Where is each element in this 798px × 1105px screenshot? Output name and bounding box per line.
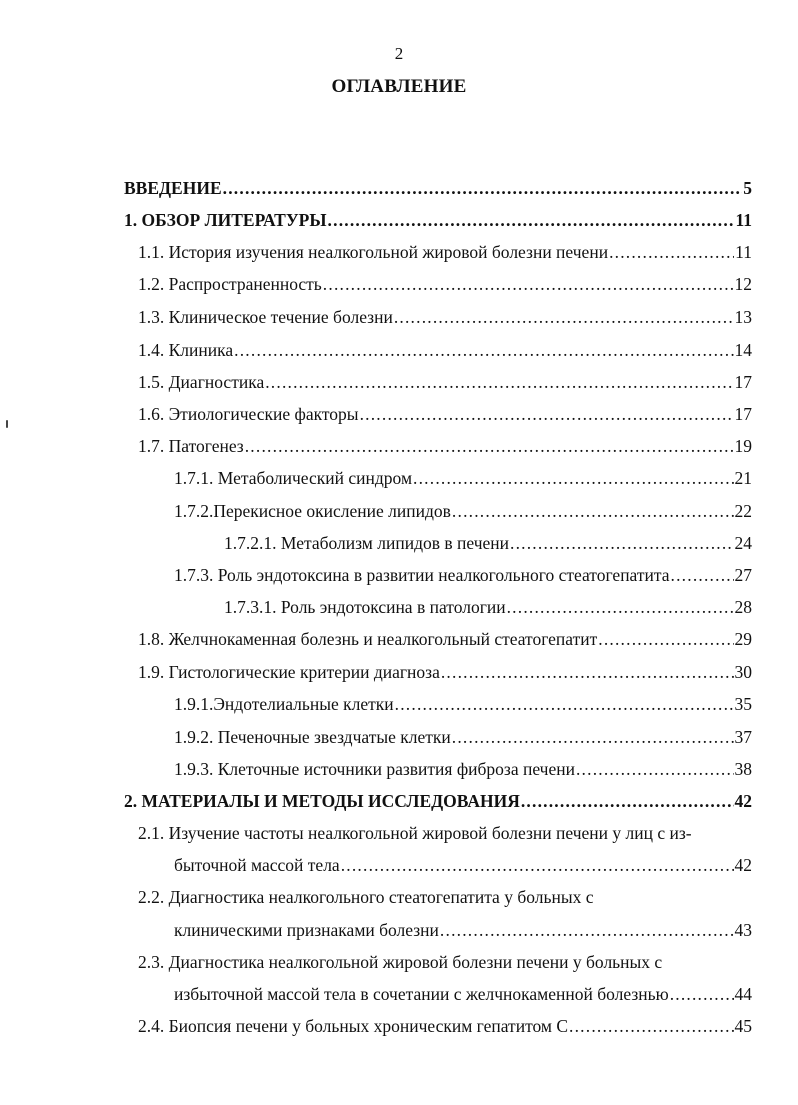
- toc-entry-page: 37: [734, 727, 752, 747]
- toc-entry-1-6[interactable]: [138, 402, 752, 426]
- toc-entry-page: 44: [734, 984, 752, 1004]
- toc-entry-page: 5: [743, 178, 752, 198]
- toc-entry-chapter-2[interactable]: [124, 789, 752, 813]
- toc-entry-introduction[interactable]: [124, 176, 752, 200]
- toc-entry-title: 1.3. Клиническое течение болезни: [138, 307, 393, 327]
- toc-entry-1-1[interactable]: [138, 240, 752, 264]
- toc-entry-page: 43: [734, 920, 752, 940]
- toc-entry-1-7-2[interactable]: [174, 499, 752, 523]
- toc-entry-2-3[interactable]: [138, 950, 752, 974]
- toc-entry-page: 35: [734, 694, 752, 714]
- toc-entry-title-cont: быточной массой тела: [174, 855, 340, 875]
- toc-leader: [234, 338, 733, 362]
- toc-entry-title: 1.7.3.1. Роль эндотоксина в патологии: [224, 597, 506, 617]
- toc-entry-title: 1.7.1. Метаболический синдром: [174, 468, 413, 488]
- toc-entry-2-2-cont[interactable]: [174, 918, 752, 942]
- toc-entry-page: 28: [734, 597, 752, 617]
- toc-entry-title: 2.4. Биопсия печени у больных хроническим гепатитом С: [138, 1016, 569, 1036]
- toc-entry-title: 1.7. Патогенез: [138, 436, 244, 456]
- toc-entry-2-4[interactable]: [138, 1014, 752, 1038]
- toc-entry-1-7-2-1[interactable]: [224, 531, 752, 555]
- page-number: 2: [394, 44, 404, 63]
- toc-leader: [452, 725, 734, 749]
- toc-entry-1-9-1[interactable]: [174, 692, 752, 716]
- toc-entry-chapter-1[interactable]: [124, 208, 752, 232]
- toc-entry-1-7-3-1[interactable]: [224, 595, 752, 619]
- toc-entry-page: 38: [734, 759, 752, 779]
- toc-leader: [598, 627, 733, 651]
- toc-entry-1-9-3[interactable]: [174, 757, 752, 781]
- toc-entry-title: 1.9.3. Клеточные источники развития фиброза печени: [174, 759, 575, 779]
- toc-entry-page: 17: [734, 372, 752, 392]
- toc-entry-2-3-cont[interactable]: [174, 982, 752, 1006]
- toc-entry-title: 1. ОБЗОР ЛИТЕРАТУРЫ: [124, 210, 327, 230]
- toc-entry-1-5[interactable]: [138, 370, 752, 394]
- toc-leader: [576, 757, 734, 781]
- toc-leader: [507, 595, 734, 619]
- toc-entry-title: 1.7.2.1. Метаболизм липидов в печени: [224, 533, 509, 553]
- toc-entry-page: 14: [734, 340, 752, 360]
- toc-entry-page: 11: [735, 242, 752, 262]
- toc-entry-1-7[interactable]: [138, 434, 752, 458]
- toc-entry-page: 27: [734, 565, 752, 585]
- toc-entry-page: 12: [734, 274, 752, 294]
- toc-leader: [413, 466, 733, 490]
- toc-leader: [265, 370, 733, 394]
- toc-entry-title: ВВЕДЕНИЕ: [124, 178, 222, 198]
- toc-entry-title-cont: клиническими признаками болезни: [174, 920, 439, 940]
- toc-entry-2-1[interactable]: [138, 821, 752, 845]
- toc-leader: [452, 499, 734, 523]
- toc-leader: [521, 789, 734, 813]
- toc-entry-title: 1.9.2. Печеночные звездчатые клетки: [174, 727, 451, 747]
- toc-leader: [323, 272, 734, 296]
- toc-leader: [569, 1014, 733, 1038]
- toc-entry-2-2[interactable]: [138, 885, 752, 909]
- toc-entry-page: 30: [734, 662, 752, 682]
- toc-entry-title: 1.5. Диагностика: [138, 372, 265, 392]
- toc-entry-title: 1.1. История изучения неалкогольной жировой болезни печени: [138, 242, 609, 262]
- toc-entry-title: 1.9. Гистологические критерии диагноза: [138, 662, 440, 682]
- toc-leader: [223, 176, 743, 200]
- page-title: ОГЛАВЛЕНИЕ: [331, 76, 467, 97]
- toc-entry-page: 17: [734, 404, 752, 424]
- toc-entry-page: 42: [734, 791, 752, 811]
- toc-entry-page: 22: [734, 501, 752, 521]
- toc-entry-title: 1.7.2.Перекисное окисление липидов: [174, 501, 451, 521]
- toc-leader: [609, 240, 734, 264]
- toc-entry-title: 2.2. Диагностика неалкогольного стеатогепатита у больных с: [138, 887, 594, 907]
- toc-entry-1-9-2[interactable]: [174, 725, 752, 749]
- toc-leader: [671, 563, 734, 587]
- toc-entry-page: 19: [734, 436, 752, 456]
- toc-entry-title: 1.7.3. Роль эндотоксина в развитии неалкогольного стеатогепатита: [174, 565, 670, 585]
- toc-entry-title: 1.6. Этиологические факторы: [138, 404, 359, 424]
- toc-entry-title: 2.3. Диагностика неалкогольной жировой болезни печени у больных с: [138, 952, 663, 972]
- toc-leader: [395, 692, 734, 716]
- toc-leader: [440, 918, 734, 942]
- toc-entry-2-1-cont[interactable]: [174, 853, 752, 877]
- toc-entry-1-9[interactable]: [138, 660, 752, 684]
- toc-leader: [245, 434, 734, 458]
- toc-leader: [360, 402, 734, 426]
- toc-entry-title: 2.1. Изучение частоты неалкогольной жировой болезни печени у лиц с из-: [138, 823, 692, 843]
- toc-entry-page: 29: [734, 629, 752, 649]
- toc-entry-1-7-3[interactable]: [174, 563, 752, 587]
- toc-entry-1-2[interactable]: [138, 272, 752, 296]
- toc-entry-title: 1.2. Распространенность: [138, 274, 322, 294]
- toc-entry-1-4[interactable]: [138, 338, 752, 362]
- toc-entry-page: 45: [734, 1016, 752, 1036]
- toc-entry-page: 21: [734, 468, 752, 488]
- toc-entry-title: 1.4. Клиника: [138, 340, 234, 360]
- toc-entry-title: 1.9.1.Эндотелиальные клетки: [174, 694, 394, 714]
- toc-entry-1-7-1[interactable]: [174, 466, 752, 490]
- toc-entry-title-cont: избыточной массой тела в сочетании с желчнокаменной болезнью: [174, 984, 669, 1004]
- toc-leader: [328, 208, 735, 232]
- scan-mark: [6, 420, 8, 428]
- toc-entry-1-3[interactable]: [138, 305, 752, 329]
- toc-entry-page: 13: [734, 307, 752, 327]
- toc-entry-page: 11: [735, 210, 752, 230]
- toc-leader: [341, 853, 734, 877]
- toc-entry-page: 24: [734, 533, 752, 553]
- toc-entry-title: 2. МАТЕРИАЛЫ И МЕТОДЫ ИССЛЕДОВАНИЯ: [124, 791, 520, 811]
- toc-entry-title: 1.8. Желчнокаменная болезнь и неалкогольный стеатогепатит: [138, 629, 598, 649]
- toc-leader: [394, 305, 734, 329]
- toc-leader: [510, 531, 734, 555]
- toc-leader: [670, 982, 734, 1006]
- toc-entry-page: 42: [734, 855, 752, 875]
- toc-entry-1-8[interactable]: [138, 627, 752, 651]
- toc-leader: [441, 660, 734, 684]
